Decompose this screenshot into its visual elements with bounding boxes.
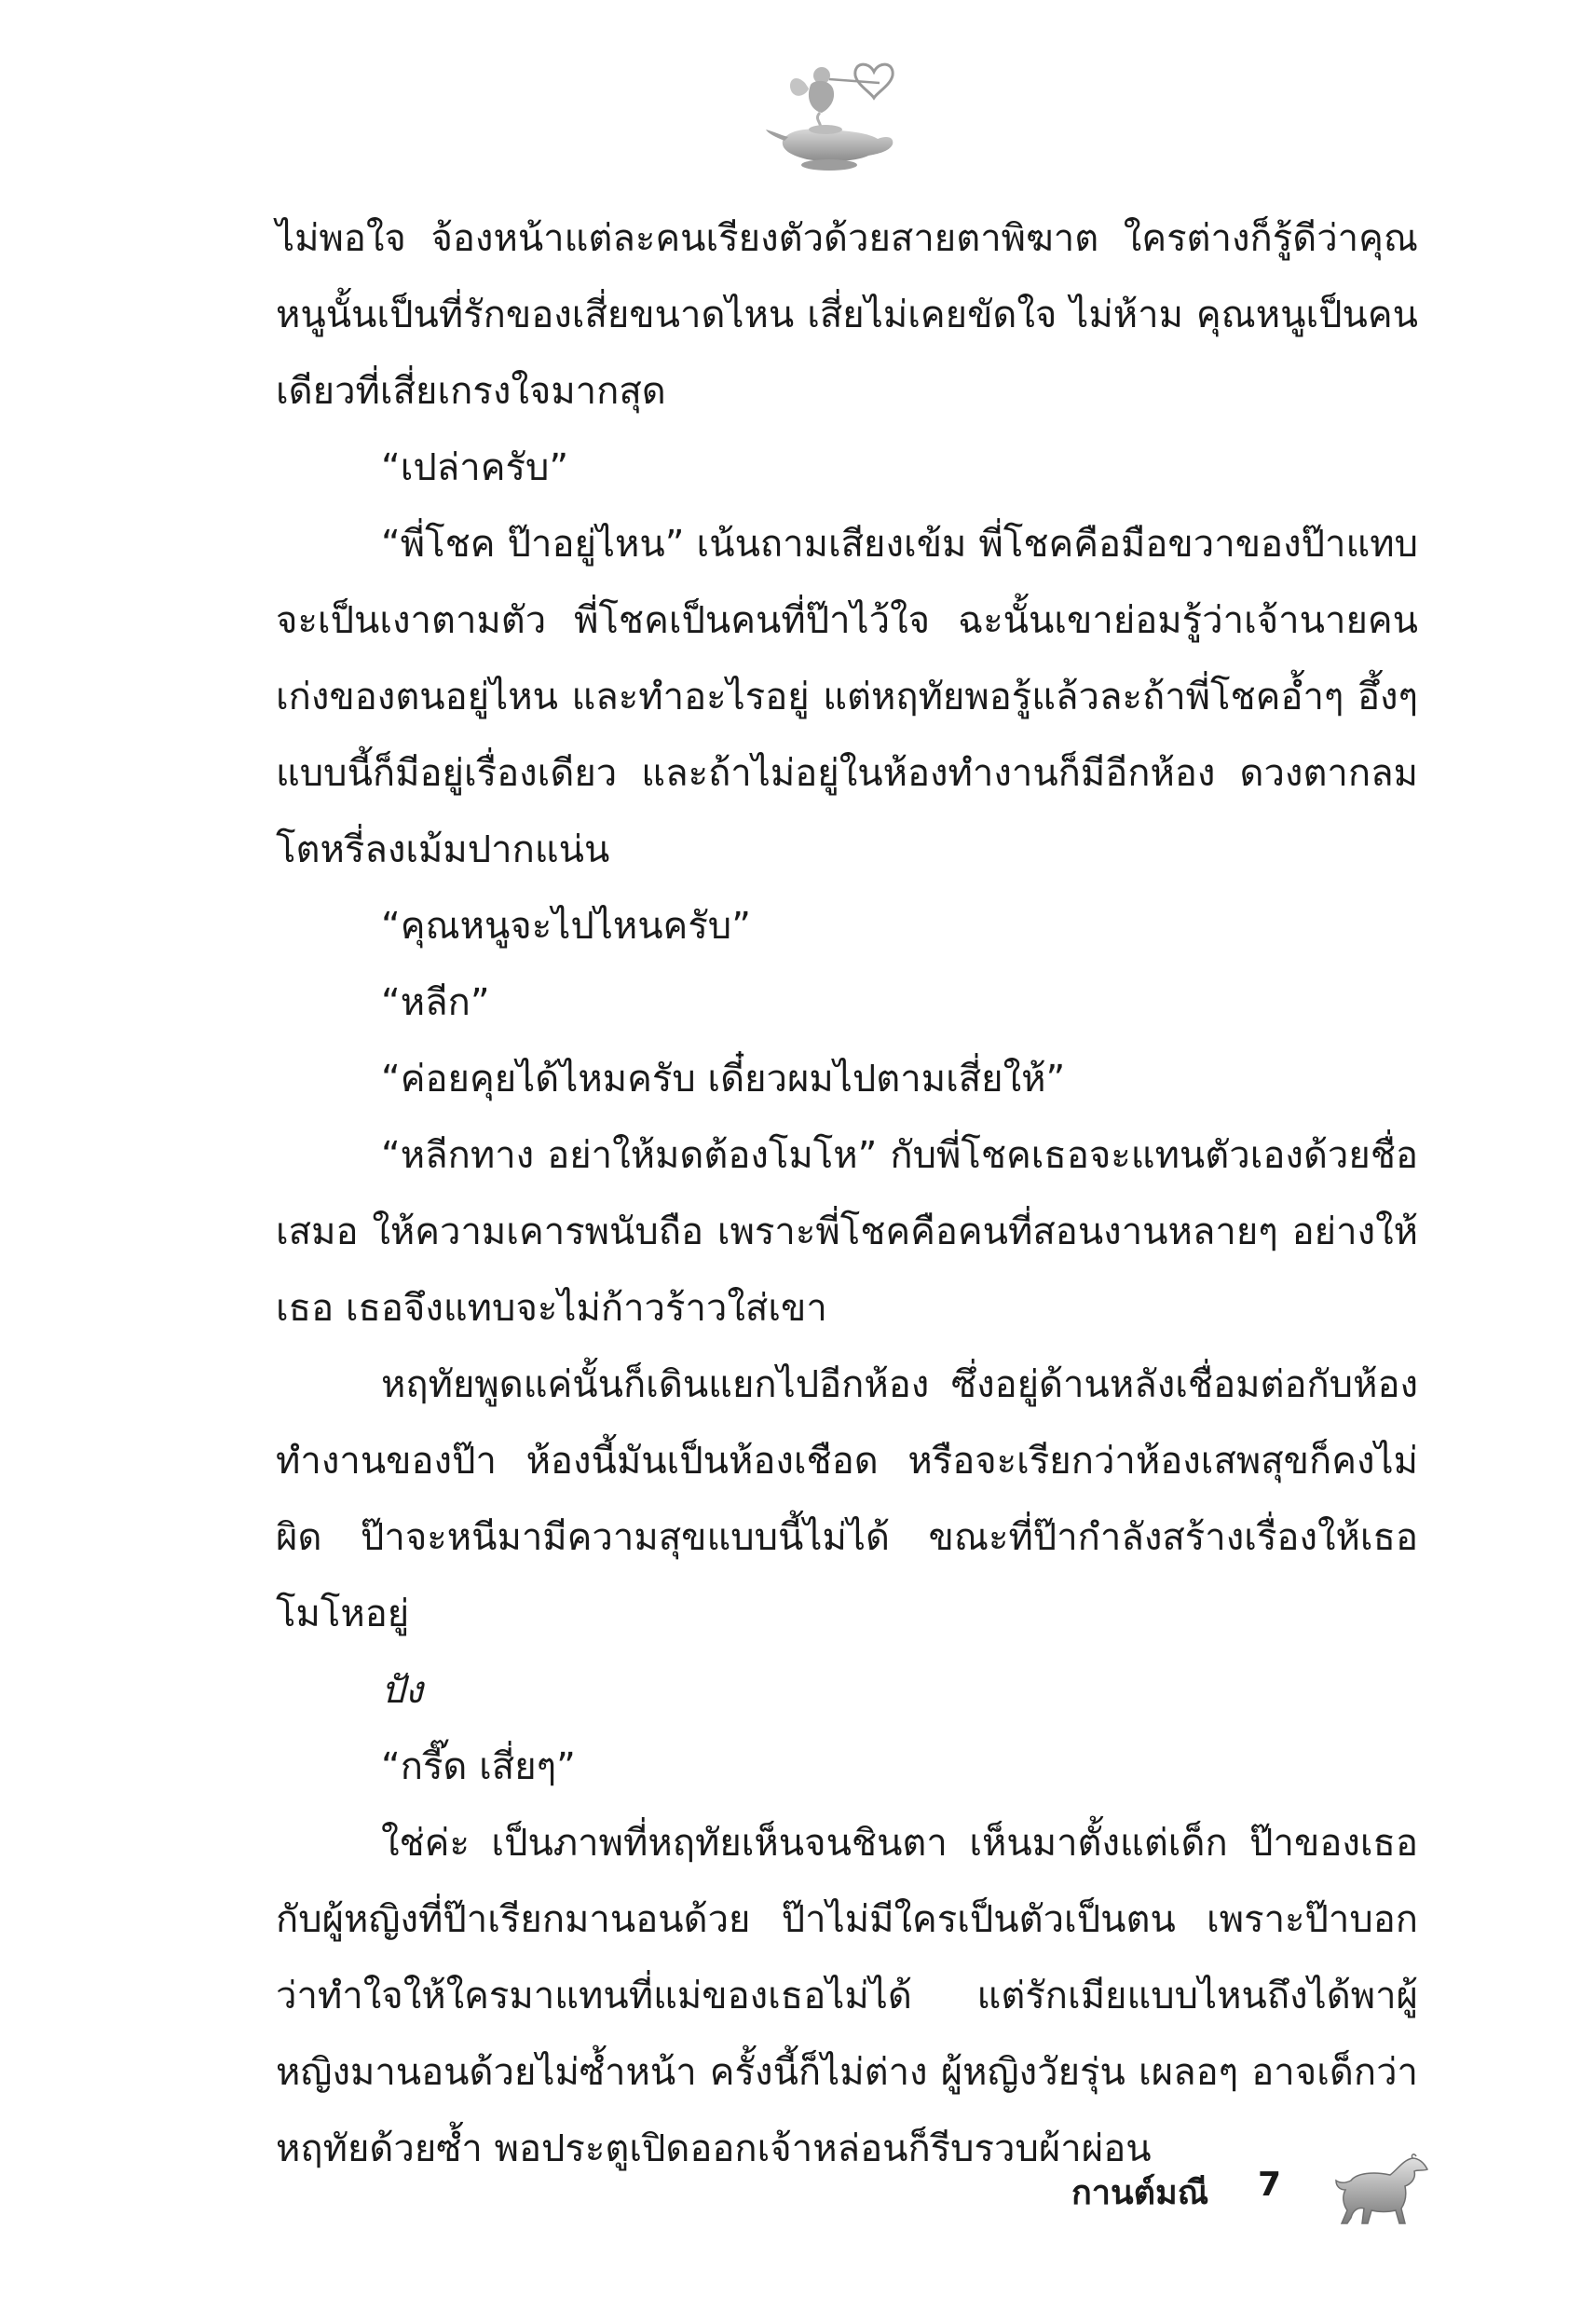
paragraph-9: ปัง	[381, 1669, 423, 1712]
body-text	[276, 200, 1418, 2187]
page-number: 7	[1258, 2166, 1282, 2204]
paragraph-1: ไม่พอใจ จ้องหน้าแต่ละคนเรียงตัวด้วยสายตาพิฆาต ใครต่างก็รู้ดีว่าคุณหนูนั้นเป็นที่รักของเสี่ยขนาดไหน เสี่ยไม่เคยขัดใจ ไม่ห้าม คุณหนูเป็นคนเดียวที่เสี่ยเกรงใจมากสุด	[276, 217, 1418, 413]
paragraph-2: “เปล่าครับ”	[381, 446, 569, 489]
book-title: กานต์มณี	[1071, 2174, 1209, 2212]
paragraph-7: “หลีกทาง อย่าให้มดต้องโมโห” กับพี่โชคเธอจะแทนตัวเองด้วยชื่อเสมอ ให้ความเคารพนับถือ เพราะพี่โชคคือคนที่สอนงานหลายๆ อย่างให้เธอ เธอจึงแทบจะไม่ก้าวร้าวใส่เขา	[276, 1134, 1418, 1330]
horse-icon	[1332, 2153, 1435, 2227]
paragraph-5: “หลีก”	[381, 981, 490, 1024]
page-footer	[1071, 2153, 1444, 2227]
paragraph-11: ใช่ค่ะ เป็นภาพที่หฤทัยเห็นจนชินตา เห็นมาตั้งแต่เด็ก ป๊าของเธอกับผู้หญิงที่ป๊าเรียกมานอนด้วย ป๊าไม่มีใครเป็นตัวเป็นตน เพราะป๊าบอกว่าทำใจให้ใครมาแทนที่แม่ของเธอไม่ได้ แต่รักเมียแบบไหนถึงได้พาผู้หญิงมานอนด้วยไม่ซ้ำหน้า ครั้งนี้ก็ไม่ต่าง ผู้หญิงวัยรุ่น เผลอๆ อาจเด็กว่าหฤทัยด้วยซ้ำ พอประตูเปิดออกเจ้าหล่อนก็รีบรวบผ้าผ่อน	[276, 1822, 1418, 2170]
paragraph-4: “คุณหนูจะไปไหนครับ”	[381, 905, 751, 948]
paragraph-3: “พี่โชค ป๊าอยู่ไหน” เน้นถามเสียงเข้ม พี่โชคคือมือขวาของป๊าแทบจะเป็นเงาตามตัว พี่โชคเป็นคนที่ป๊าไว้ใจ ฉะนั้นเขาย่อมรู้ว่าเจ้านายคนเก่งของตนอยู่ไหน และทำอะไรอยู่ แต่หฤทัยพอรู้แล้วละถ้าพี่โชคอ้ำๆ อึ้งๆ แบบนี้ก็มีอยู่เรื่องเดียว และถ้าไม่อยู่ในห้องทำงานก็มีอีกห้อง ดวงตากลมโตหรี่ลงเม้มปากแน่น	[276, 523, 1418, 871]
paragraph-8: หฤทัยพูดแค่นั้นก็เดินแยกไปอีกห้อง ซึ่งอยู่ด้านหลังเชื่อมต่อกับห้องทำงานของป๊า ห้องนี้มันเป็นห้องเชือด หรือจะเรียกว่าห้องเสพสุขก็คงไม่ผิด ป๊าจะหนีมามีความสุขแบบนี้ไม่ได้ ขณะที่ป๊ากำลังสร้างเรื่องให้เธอโมโหอยู่	[276, 1363, 1418, 1635]
genie-lamp-heart-icon	[764, 51, 904, 172]
paragraph-10: “กรี๊ด เสี่ยๆ”	[381, 1745, 576, 1788]
paragraph-6: “ค่อยคุยได้ไหมครับ เดี๋ยวผมไปตามเสี่ยให้”	[381, 1058, 1066, 1101]
